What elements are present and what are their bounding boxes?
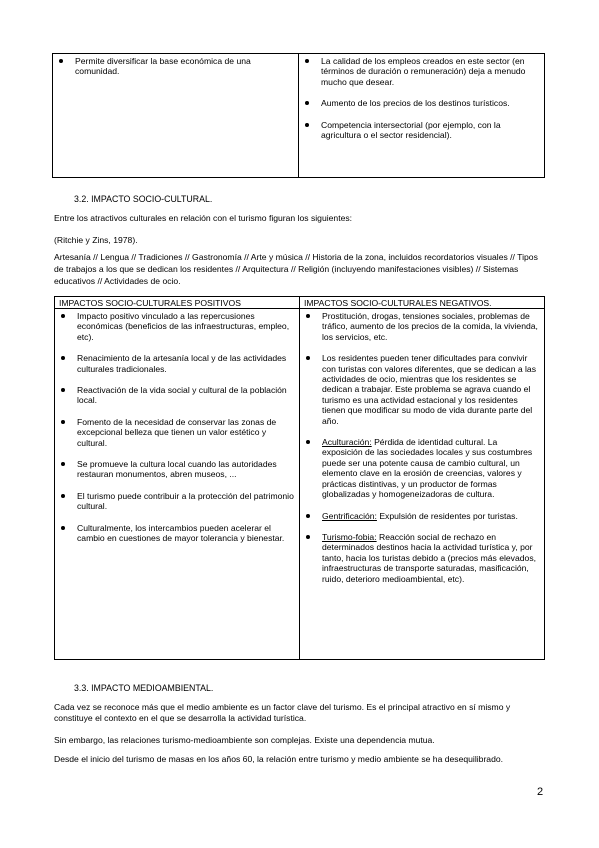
- list-item: Reactivación de la vida social y cultural de la población local.: [59, 385, 295, 406]
- economic-impact-table: [52, 53, 545, 178]
- bullet-icon: [305, 59, 309, 63]
- page-number: 2: [537, 786, 544, 798]
- bullet-icon: [306, 314, 310, 318]
- paragraph: Desde el inicio del turismo de masas en los años 60, la relación entre turismo y medio ambiente se ha desequilibrado.: [54, 754, 504, 764]
- paragraph: Entre los atractivos culturales en relación con el turismo figuran los siguientes:: [54, 213, 353, 223]
- section-heading: 3.3. IMPACTO MEDIOAMBIENTAL.: [74, 683, 214, 693]
- bullet-icon: [306, 514, 310, 518]
- bullet-icon: [61, 526, 65, 530]
- list-item: El turismo puede contribuir a la protección del patrimonio cultural.: [59, 491, 295, 512]
- bullet-icon: [306, 440, 310, 444]
- list-item: Se promueve la cultura local cuando las autoridades restauran monumentos, abren museos, ...: [59, 459, 295, 480]
- bullet-icon: [61, 494, 65, 498]
- list-item: Permite diversificar la base económica de una comunidad.: [57, 56, 294, 77]
- bullet-icon: [61, 388, 65, 392]
- bullet-icon: [306, 535, 310, 539]
- term-label: Gentrificación:: [322, 510, 377, 521]
- bullet-icon: [61, 420, 65, 424]
- positive-cell: [53, 54, 299, 178]
- paragraph: Artesanía // Lengua // Tradiciones // Gastronomía // Arte y música // Historia de la zona, incluidos recordatorios visuales // Tipos de trabajos a los que se dedican los residentes // Arquitectura // Religión (incluyendo manifestaciones visibles) // Sistemas educativos // Actividades de ocio.: [54, 252, 538, 286]
- negative-impacts-cell: [300, 309, 545, 660]
- paragraph: Sin embargo, las relaciones turismo-medioambiente son complejas. Existe una dependencia mutua.: [54, 735, 435, 745]
- paragraph: (Ritchie y Zins, 1978).: [54, 235, 138, 245]
- list-item: Los residentes pueden tener dificultades para convivir con turistas con valores diferentes, que se dedican a las actividades de ocio, mientras que los residentes se dedican a trabajar. Este problema se agrava cuando el turismo es una actividad estacional y los residentes tienen que modificar su modo de vida durante parte del año.: [304, 353, 540, 426]
- section-heading: 3.2. IMPACTO SOCIO-CULTURAL.: [74, 194, 213, 204]
- list-item: Aumento de los precios de los destinos turísticos.: [303, 98, 540, 108]
- positive-impacts-cell: [55, 309, 300, 660]
- term-label: Aculturación:: [322, 437, 372, 448]
- bullet-icon: [305, 123, 309, 127]
- socio-cultural-impacts-table: [54, 296, 545, 660]
- list-item: Gentrificación: Expulsión de residentes por turistas.: [304, 511, 540, 521]
- header-positive: IMPACTOS SOCIO-CULTURALES POSITIVOS: [55, 297, 300, 309]
- list-item: Turismo-fobia: Reacción social de rechazo en determinados destinos hacia la actividad turística y, por tanto, hacia los turistas debido a (precios más elevados, infraestructuras de transporte saturadas, masificación, ruido, deterioro medioambiental, etc).: [304, 532, 540, 584]
- bullet-icon: [306, 356, 310, 360]
- list-item: Fomento de la necesidad de conservar las zonas de excepcional belleza que tienen un valor estético y cultural.: [59, 417, 295, 448]
- list-item: Impacto positivo vinculado a las repercusiones económicas (beneficios de las infraestructuras, empleo, etc).: [59, 311, 295, 342]
- list-item: Competencia intersectorial (por ejemplo, con la agricultura o el sector residencial).: [303, 120, 540, 141]
- term-label: Turismo-fobia:: [322, 531, 377, 542]
- list-item: Renacimiento de la artesanía local y de las actividades culturales tradicionales.: [59, 353, 295, 374]
- list-item: La calidad de los empleos creados en este sector (en términos de duración o remuneración) deja a menudo mucho que desear.: [303, 56, 540, 87]
- bullet-icon: [59, 59, 63, 63]
- bullet-icon: [61, 356, 65, 360]
- negative-cell: [299, 54, 545, 178]
- list-item: Aculturación: Pérdida de identidad cultural. La exposición de las sociedades locales y sus costumbres puede ser una potente causa de cambio cultural, un elemento clave en la erosión de creencias, valores y prácticas distintivas, y un productor de formas globalizadas y homogeneizadoras de cultura.: [304, 437, 540, 499]
- paragraph: Cada vez se reconoce más que el medio ambiente es un factor clave del turismo. Es el principal atractivo en sí mismo y constituye el contexto en el que se desarrolla la actividad turística.: [54, 702, 511, 723]
- list-item: Prostitución, drogas, tensiones sociales, problemas de tráfico, aumento de los precios de la comida, la vivienda, los servicios, etc.: [304, 311, 540, 342]
- bullet-icon: [305, 101, 309, 105]
- bullet-icon: [61, 462, 65, 466]
- bullet-icon: [61, 314, 65, 318]
- list-item: Culturalmente, los intercambios pueden acelerar el cambio en cuestiones de mayor tolerancia y bienestar.: [59, 523, 295, 544]
- header-negative: IMPACTOS SOCIO-CULTURALES NEGATIVOS.: [300, 297, 545, 309]
